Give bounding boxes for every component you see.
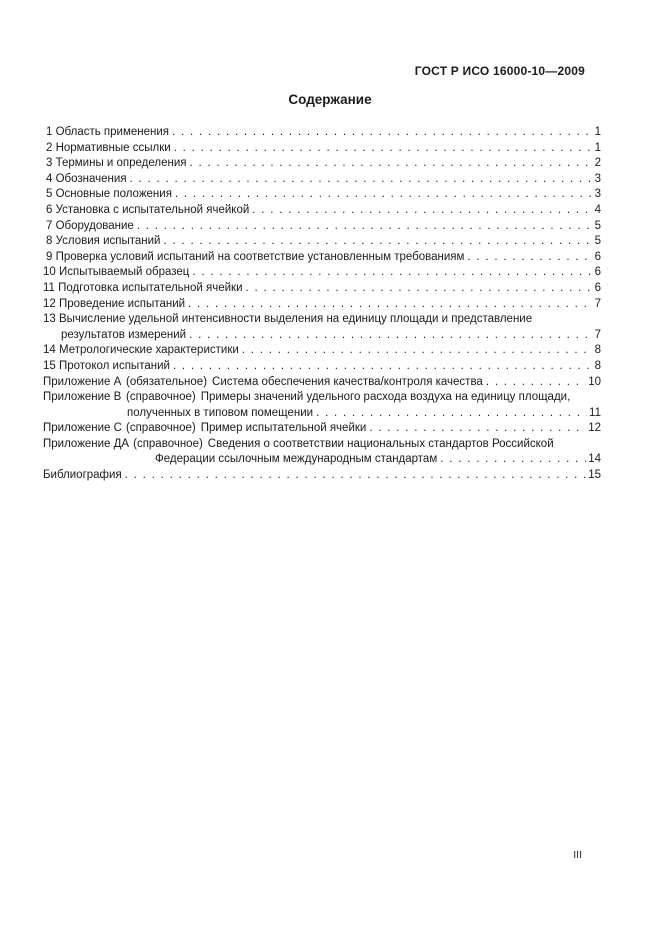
dot-leader bbox=[137, 219, 593, 235]
toc-row bbox=[0, 203, 601, 219]
toc-entry-text: 1 Область применения bbox=[46, 126, 170, 138]
toc-entry-text: 10 Испытываемый образец bbox=[43, 266, 190, 279]
toc-row bbox=[0, 219, 601, 235]
toc-row-annex bbox=[0, 390, 601, 406]
dot-leader bbox=[246, 281, 593, 297]
toc-row bbox=[0, 141, 601, 157]
dot-leader bbox=[467, 250, 592, 266]
toc-row bbox=[0, 234, 601, 250]
dot-leader bbox=[163, 234, 592, 250]
toc-row-annex bbox=[0, 375, 601, 391]
toc-entry-text: 7 Оборудование bbox=[46, 219, 134, 232]
toc-entry-text: 13 Вычисление удельной интенсивности выделения на единицу площади и представление bbox=[43, 313, 533, 326]
toc-page-number: 1 bbox=[594, 141, 601, 154]
dot-leader bbox=[173, 359, 593, 375]
dot-leader bbox=[242, 343, 593, 359]
annex-label: Приложение А bbox=[43, 375, 122, 388]
toc-row bbox=[0, 250, 601, 266]
toc-page-number: 7 bbox=[594, 328, 601, 341]
folio-page-number: III bbox=[573, 849, 582, 861]
dot-leader bbox=[190, 156, 593, 172]
annex-label: Приложение С bbox=[43, 422, 122, 435]
toc-page-number: 6 bbox=[594, 281, 601, 294]
toc-entry-text: 14 Метрологические характеристики bbox=[43, 344, 239, 357]
annex-kind: (справочное) bbox=[126, 422, 196, 435]
document-designation: ГОСТ Р ИСО 16000-10—2009 bbox=[414, 64, 585, 78]
table-of-contents bbox=[0, 125, 601, 484]
toc-page-number: 1 bbox=[594, 126, 601, 138]
toc-entry-text: Пример испытательной ячейки bbox=[200, 422, 367, 435]
toc-entry-text: результатов измерений bbox=[61, 328, 187, 341]
page-title: Содержание bbox=[288, 92, 372, 107]
toc-entry-text: 6 Установка с испытательной ячейкой bbox=[46, 203, 250, 216]
toc-page-number: 6 bbox=[594, 266, 601, 279]
toc-entry-text: Библиография bbox=[43, 469, 122, 482]
toc-entry-text: 2 Нормативные ссылки bbox=[46, 141, 171, 154]
dot-leader bbox=[440, 452, 586, 468]
toc-row-annex bbox=[0, 437, 601, 453]
toc-row bbox=[0, 297, 601, 313]
toc-row bbox=[0, 265, 601, 281]
toc-row-annex bbox=[0, 421, 601, 437]
toc-row bbox=[0, 172, 601, 188]
toc-page-number: 5 bbox=[594, 219, 601, 232]
toc-entry-text: Примеры значений удельного расхода воздуха на единицу площади, bbox=[200, 391, 571, 404]
toc-entry-text: 3 Термины и определения bbox=[46, 157, 187, 170]
toc-entry-text: Федерации ссылочным международным стандартам bbox=[155, 453, 438, 466]
toc-page-number: 3 bbox=[594, 172, 601, 185]
dot-leader bbox=[125, 468, 587, 484]
toc-row-continuation bbox=[0, 452, 601, 468]
toc-row-continuation bbox=[0, 328, 601, 344]
annex-label: Приложение В bbox=[43, 391, 122, 404]
annex-kind: (обязательное) bbox=[126, 375, 208, 388]
annex-label: Приложение ДА bbox=[43, 437, 130, 450]
dot-leader bbox=[172, 125, 593, 141]
toc-page-number: 11 bbox=[589, 406, 601, 419]
toc-page-number: 8 bbox=[594, 359, 601, 372]
toc-page-number: 10 bbox=[588, 375, 601, 388]
dot-leader bbox=[175, 187, 593, 203]
toc-page-number: 5 bbox=[594, 235, 601, 248]
toc-page-number: 4 bbox=[594, 203, 601, 216]
toc-entry-text: 9 Проверка условий испытаний на соответствие установленным требованиям bbox=[46, 250, 465, 263]
dot-leader bbox=[369, 421, 586, 437]
toc-row-continuation bbox=[0, 406, 601, 422]
toc-row bbox=[0, 156, 601, 172]
toc-page-number: 2 bbox=[594, 157, 601, 170]
annex-kind: (справочное) bbox=[133, 437, 203, 450]
toc-entry-text: полученных в типовом помещении bbox=[127, 406, 314, 419]
dot-leader bbox=[316, 406, 587, 422]
toc-row bbox=[0, 343, 601, 359]
toc-entry-text: Система обеспечения качества/контроля качества bbox=[212, 375, 483, 388]
dot-leader bbox=[252, 203, 592, 219]
toc-row bbox=[0, 125, 601, 141]
dot-leader bbox=[174, 141, 593, 157]
dot-leader bbox=[188, 297, 593, 313]
annex-kind: (справочное) bbox=[126, 391, 196, 404]
toc-page-number: 6 bbox=[594, 250, 601, 263]
toc-page-number: 3 bbox=[594, 188, 601, 201]
toc-entry-text: 8 Условия испытаний bbox=[46, 235, 161, 248]
toc-entry-text: 12 Проведение испытаний bbox=[43, 297, 186, 310]
toc-row bbox=[0, 359, 601, 375]
toc-page-number: 8 bbox=[594, 344, 601, 357]
toc-page-number: 7 bbox=[594, 297, 601, 310]
toc-page-number: 15 bbox=[588, 469, 601, 482]
toc-entry-text: 5 Основные положения bbox=[46, 188, 172, 201]
toc-entry-text: Сведения о соответствии национальных стандартов Российской bbox=[207, 437, 554, 450]
toc-page-number: 12 bbox=[588, 422, 601, 435]
dot-leader bbox=[189, 328, 593, 344]
dot-leader bbox=[486, 375, 586, 391]
toc-row bbox=[0, 468, 601, 484]
toc-row bbox=[0, 281, 601, 297]
toc-row bbox=[0, 187, 601, 203]
toc-entry-text: 11 Подготовка испытательной ячейки bbox=[43, 281, 243, 294]
dot-leader bbox=[192, 265, 592, 281]
toc-entry-text: 4 Обозначения bbox=[46, 172, 127, 185]
toc-row bbox=[0, 312, 601, 328]
toc-entry-text: 15 Протокол испытаний bbox=[43, 359, 170, 372]
toc-page-number: 14 bbox=[588, 453, 601, 466]
dot-leader bbox=[130, 172, 593, 188]
